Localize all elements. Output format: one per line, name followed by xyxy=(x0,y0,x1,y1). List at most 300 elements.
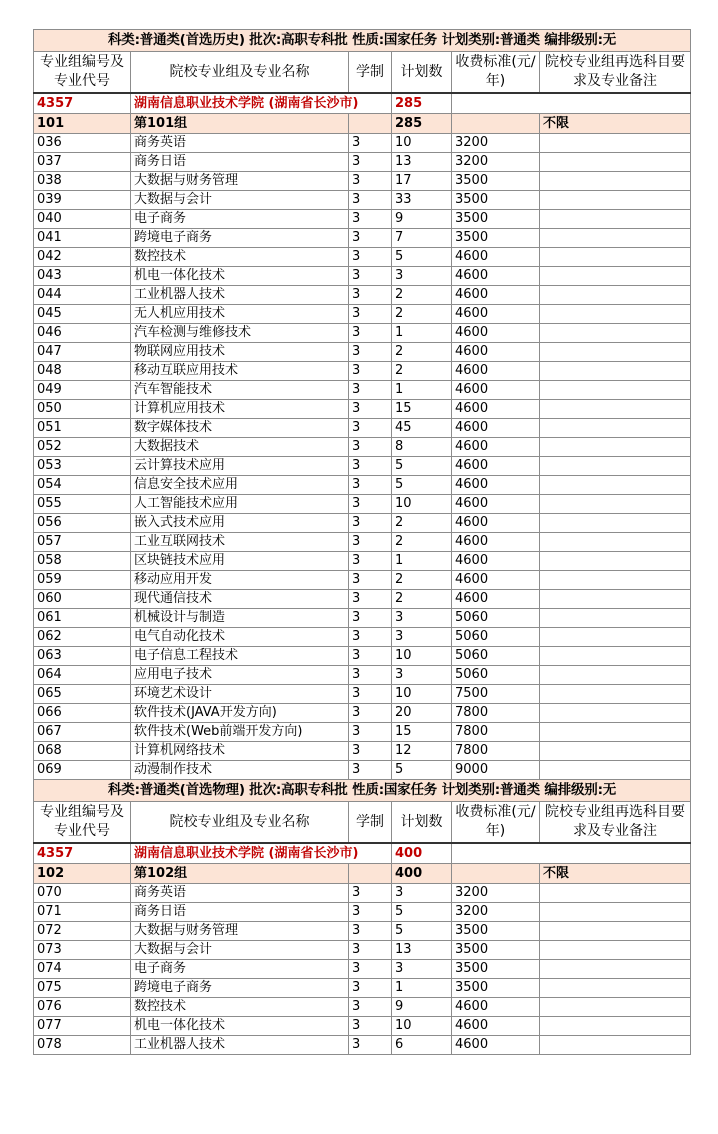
tuition: 7800 xyxy=(452,742,540,761)
table-row xyxy=(34,305,691,324)
plan-count: 10 xyxy=(392,495,452,514)
group-requirements: 不限 xyxy=(540,114,691,134)
major-name: 大数据与财务管理 xyxy=(131,922,349,941)
table-row xyxy=(34,210,691,229)
tuition: 4600 xyxy=(452,552,540,571)
major-name: 数控技术 xyxy=(131,248,349,267)
table-row xyxy=(34,362,691,381)
remarks xyxy=(540,1036,691,1055)
duration: 3 xyxy=(349,742,392,761)
major-name: 动漫制作技术 xyxy=(131,761,349,780)
admission-plan-sheet xyxy=(33,29,690,1055)
major-name: 机械设计与制造 xyxy=(131,609,349,628)
remarks xyxy=(540,286,691,305)
table-row xyxy=(34,248,691,267)
header-group-code: 专业组编号及专业代号 xyxy=(34,52,131,94)
tuition: 4600 xyxy=(452,419,540,438)
table-row xyxy=(34,761,691,780)
major-code: 044 xyxy=(34,286,131,305)
major-code: 073 xyxy=(34,941,131,960)
remarks xyxy=(540,571,691,590)
plan-count: 3 xyxy=(392,609,452,628)
plan-count: 10 xyxy=(392,134,452,153)
duration: 3 xyxy=(349,903,392,922)
duration: 3 xyxy=(349,305,392,324)
remarks xyxy=(540,685,691,704)
table-row xyxy=(34,191,691,210)
major-name: 物联网应用技术 xyxy=(131,343,349,362)
major-name: 数控技术 xyxy=(131,998,349,1017)
tuition: 4600 xyxy=(452,571,540,590)
plan-count: 8 xyxy=(392,438,452,457)
plan-count: 2 xyxy=(392,533,452,552)
duration: 3 xyxy=(349,457,392,476)
major-name: 人工智能技术应用 xyxy=(131,495,349,514)
major-code: 036 xyxy=(34,134,131,153)
major-name: 电子商务 xyxy=(131,210,349,229)
major-name: 移动互联应用技术 xyxy=(131,362,349,381)
duration: 3 xyxy=(349,495,392,514)
major-name: 信息安全技术应用 xyxy=(131,476,349,495)
table-row xyxy=(34,267,691,286)
duration: 3 xyxy=(349,609,392,628)
major-code: 056 xyxy=(34,514,131,533)
table-row xyxy=(34,381,691,400)
tuition: 7800 xyxy=(452,723,540,742)
table-row xyxy=(34,647,691,666)
header-requirements: 院校专业组再选科目要求及专业备注 xyxy=(540,802,691,844)
tuition: 3500 xyxy=(452,941,540,960)
major-code: 050 xyxy=(34,400,131,419)
duration: 3 xyxy=(349,248,392,267)
tuition: 5060 xyxy=(452,647,540,666)
tuition: 4600 xyxy=(452,533,540,552)
tuition: 3500 xyxy=(452,191,540,210)
plan-count: 5 xyxy=(392,761,452,780)
plan-count: 3 xyxy=(392,884,452,903)
tuition: 4600 xyxy=(452,286,540,305)
remarks xyxy=(540,381,691,400)
major-name: 计算机应用技术 xyxy=(131,400,349,419)
tuition: 3500 xyxy=(452,210,540,229)
remarks xyxy=(540,922,691,941)
tuition: 4600 xyxy=(452,590,540,609)
table-row xyxy=(34,134,691,153)
remarks xyxy=(540,343,691,362)
plan-count: 13 xyxy=(392,153,452,172)
remarks xyxy=(540,324,691,343)
tuition: 7800 xyxy=(452,704,540,723)
tuition: 7500 xyxy=(452,685,540,704)
major-code: 076 xyxy=(34,998,131,1017)
duration: 3 xyxy=(349,922,392,941)
tuition: 5060 xyxy=(452,609,540,628)
major-name: 软件技术(Web前端开发方向) xyxy=(131,723,349,742)
table-body xyxy=(34,30,691,1055)
table-row xyxy=(34,229,691,248)
group-name: 第102组 xyxy=(131,864,349,884)
major-code: 077 xyxy=(34,1017,131,1036)
header-requirements: 院校专业组再选科目要求及专业备注 xyxy=(540,52,691,94)
tuition: 3500 xyxy=(452,229,540,248)
duration: 3 xyxy=(349,286,392,305)
tuition: 4600 xyxy=(452,998,540,1017)
major-name: 机电一体化技术 xyxy=(131,267,349,286)
table-row xyxy=(34,324,691,343)
school-name: 湖南信息职业技术学院 (湖南省长沙市) xyxy=(131,843,392,864)
tuition: 4600 xyxy=(452,1017,540,1036)
duration: 3 xyxy=(349,571,392,590)
plan-count: 5 xyxy=(392,922,452,941)
duration: 3 xyxy=(349,590,392,609)
tuition: 3500 xyxy=(452,922,540,941)
major-code: 041 xyxy=(34,229,131,248)
plan-count: 7 xyxy=(392,229,452,248)
major-code: 057 xyxy=(34,533,131,552)
remarks xyxy=(540,666,691,685)
group-plan-count: 285 xyxy=(392,114,452,134)
duration: 3 xyxy=(349,941,392,960)
major-code: 065 xyxy=(34,685,131,704)
remarks xyxy=(540,761,691,780)
group-plan-count: 400 xyxy=(392,864,452,884)
table-row xyxy=(34,552,691,571)
table-row xyxy=(34,628,691,647)
plan-count: 5 xyxy=(392,476,452,495)
major-code: 052 xyxy=(34,438,131,457)
header-tuition: 收费标准(元/年) xyxy=(452,802,540,844)
plan-count: 45 xyxy=(392,419,452,438)
table-row xyxy=(34,419,691,438)
major-code: 062 xyxy=(34,628,131,647)
tuition: 4600 xyxy=(452,324,540,343)
remarks xyxy=(540,979,691,998)
table-row xyxy=(34,666,691,685)
tuition: 5060 xyxy=(452,628,540,647)
table-row xyxy=(34,533,691,552)
remarks xyxy=(540,533,691,552)
tuition: 4600 xyxy=(452,514,540,533)
group-requirements: 不限 xyxy=(540,864,691,884)
tuition: 3200 xyxy=(452,884,540,903)
duration: 3 xyxy=(349,362,392,381)
table-row xyxy=(34,343,691,362)
duration: 3 xyxy=(349,1036,392,1055)
plan-count: 3 xyxy=(392,628,452,647)
tuition: 4600 xyxy=(452,495,540,514)
table-row xyxy=(34,400,691,419)
major-code: 037 xyxy=(34,153,131,172)
remarks xyxy=(540,609,691,628)
duration: 3 xyxy=(349,438,392,457)
tuition: 4600 xyxy=(452,305,540,324)
major-code: 068 xyxy=(34,742,131,761)
duration: 3 xyxy=(349,381,392,400)
major-code: 048 xyxy=(34,362,131,381)
remarks xyxy=(540,1017,691,1036)
duration: 3 xyxy=(349,134,392,153)
table-row xyxy=(34,438,691,457)
remarks xyxy=(540,590,691,609)
major-name: 大数据技术 xyxy=(131,438,349,457)
header-duration: 学制 xyxy=(349,802,392,844)
remarks xyxy=(540,495,691,514)
table-row xyxy=(34,172,691,191)
major-code: 059 xyxy=(34,571,131,590)
group-tuition xyxy=(452,114,540,134)
duration: 3 xyxy=(349,552,392,571)
tuition: 4600 xyxy=(452,457,540,476)
plan-count: 15 xyxy=(392,723,452,742)
major-code: 047 xyxy=(34,343,131,362)
major-code: 067 xyxy=(34,723,131,742)
plan-count: 2 xyxy=(392,343,452,362)
major-code: 075 xyxy=(34,979,131,998)
duration: 3 xyxy=(349,704,392,723)
major-name: 软件技术(JAVA开发方向) xyxy=(131,704,349,723)
major-name: 机电一体化技术 xyxy=(131,1017,349,1036)
plan-count: 2 xyxy=(392,590,452,609)
tuition: 4600 xyxy=(452,248,540,267)
plan-count: 1 xyxy=(392,979,452,998)
duration: 3 xyxy=(349,153,392,172)
admission-plan-table xyxy=(33,29,691,1055)
tuition: 4600 xyxy=(452,476,540,495)
plan-count: 2 xyxy=(392,571,452,590)
major-code: 051 xyxy=(34,419,131,438)
school-empty-cell xyxy=(452,93,691,114)
remarks xyxy=(540,400,691,419)
duration: 3 xyxy=(349,960,392,979)
major-name: 商务英语 xyxy=(131,884,349,903)
table-row xyxy=(34,495,691,514)
remarks xyxy=(540,552,691,571)
header-plan-count: 计划数 xyxy=(392,802,452,844)
group-code: 101 xyxy=(34,114,131,134)
plan-count: 3 xyxy=(392,666,452,685)
remarks xyxy=(540,647,691,666)
remarks xyxy=(540,960,691,979)
major-name: 嵌入式技术应用 xyxy=(131,514,349,533)
remarks xyxy=(540,419,691,438)
major-name: 工业互联网技术 xyxy=(131,533,349,552)
duration: 3 xyxy=(349,647,392,666)
major-code: 054 xyxy=(34,476,131,495)
major-code: 040 xyxy=(34,210,131,229)
major-code: 053 xyxy=(34,457,131,476)
plan-count: 6 xyxy=(392,1036,452,1055)
duration: 3 xyxy=(349,998,392,1017)
table-row xyxy=(34,742,691,761)
major-name: 电子信息工程技术 xyxy=(131,647,349,666)
header-major-name: 院校专业组及专业名称 xyxy=(131,802,349,844)
school-name: 湖南信息职业技术学院 (湖南省长沙市) xyxy=(131,93,392,114)
section-banner xyxy=(34,30,691,52)
tuition: 3500 xyxy=(452,960,540,979)
plan-count: 13 xyxy=(392,941,452,960)
major-name: 汽车智能技术 xyxy=(131,381,349,400)
header-group-code: 专业组编号及专业代号 xyxy=(34,802,131,844)
remarks xyxy=(540,884,691,903)
plan-count: 2 xyxy=(392,362,452,381)
major-name: 电气自动化技术 xyxy=(131,628,349,647)
plan-count: 2 xyxy=(392,305,452,324)
remarks xyxy=(540,362,691,381)
plan-count: 1 xyxy=(392,381,452,400)
plan-count: 3 xyxy=(392,267,452,286)
tuition: 3200 xyxy=(452,903,540,922)
remarks xyxy=(540,229,691,248)
major-code: 043 xyxy=(34,267,131,286)
remarks xyxy=(540,267,691,286)
major-name: 环境艺术设计 xyxy=(131,685,349,704)
plan-count: 9 xyxy=(392,210,452,229)
major-code: 063 xyxy=(34,647,131,666)
table-row xyxy=(34,153,691,172)
tuition: 4600 xyxy=(452,343,540,362)
table-row xyxy=(34,941,691,960)
section-banner-text: 科类:普通类(首选物理) 批次:高职专科批 性质:国家任务 计划类别:普通类 编排级别:无 xyxy=(34,780,691,802)
major-code: 049 xyxy=(34,381,131,400)
remarks xyxy=(540,941,691,960)
plan-count: 2 xyxy=(392,514,452,533)
remarks xyxy=(540,191,691,210)
group-name: 第101组 xyxy=(131,114,349,134)
major-name: 商务日语 xyxy=(131,903,349,922)
major-name: 工业机器人技术 xyxy=(131,1036,349,1055)
school-plan-count: 285 xyxy=(392,93,452,114)
duration: 3 xyxy=(349,476,392,495)
table-row xyxy=(34,286,691,305)
major-code: 070 xyxy=(34,884,131,903)
remarks xyxy=(540,723,691,742)
duration: 3 xyxy=(349,884,392,903)
table-row xyxy=(34,922,691,941)
section-banner xyxy=(34,780,691,802)
table-row xyxy=(34,723,691,742)
group-row xyxy=(34,864,691,884)
major-code: 055 xyxy=(34,495,131,514)
plan-count: 5 xyxy=(392,248,452,267)
tuition: 4600 xyxy=(452,438,540,457)
major-name: 工业机器人技术 xyxy=(131,286,349,305)
plan-count: 15 xyxy=(392,400,452,419)
duration: 3 xyxy=(349,267,392,286)
school-row xyxy=(34,843,691,864)
duration: 3 xyxy=(349,172,392,191)
major-name: 应用电子技术 xyxy=(131,666,349,685)
major-name: 移动应用开发 xyxy=(131,571,349,590)
major-code: 058 xyxy=(34,552,131,571)
table-row xyxy=(34,457,691,476)
table-row xyxy=(34,704,691,723)
duration: 3 xyxy=(349,343,392,362)
major-code: 064 xyxy=(34,666,131,685)
major-code: 074 xyxy=(34,960,131,979)
major-name: 计算机网络技术 xyxy=(131,742,349,761)
remarks xyxy=(540,305,691,324)
group-code: 102 xyxy=(34,864,131,884)
section-banner-text: 科类:普通类(首选历史) 批次:高职专科批 性质:国家任务 计划类别:普通类 编排级别:无 xyxy=(34,30,691,52)
duration: 3 xyxy=(349,419,392,438)
remarks xyxy=(540,998,691,1017)
plan-count: 5 xyxy=(392,457,452,476)
table-row xyxy=(34,1017,691,1036)
table-row xyxy=(34,685,691,704)
school-code: 4357 xyxy=(34,843,131,864)
duration: 3 xyxy=(349,685,392,704)
major-code: 066 xyxy=(34,704,131,723)
plan-count: 12 xyxy=(392,742,452,761)
table-row xyxy=(34,884,691,903)
plan-count: 20 xyxy=(392,704,452,723)
column-header-row xyxy=(34,802,691,844)
duration: 3 xyxy=(349,979,392,998)
duration: 3 xyxy=(349,666,392,685)
major-code: 078 xyxy=(34,1036,131,1055)
table-row xyxy=(34,979,691,998)
tuition: 4600 xyxy=(452,400,540,419)
tuition: 9000 xyxy=(452,761,540,780)
table-row xyxy=(34,476,691,495)
header-tuition: 收费标准(元/年) xyxy=(452,52,540,94)
duration: 3 xyxy=(349,324,392,343)
major-code: 038 xyxy=(34,172,131,191)
tuition: 3500 xyxy=(452,172,540,191)
table-row xyxy=(34,514,691,533)
plan-count: 33 xyxy=(392,191,452,210)
major-name: 电子商务 xyxy=(131,960,349,979)
school-row xyxy=(34,93,691,114)
duration: 3 xyxy=(349,761,392,780)
major-name: 商务英语 xyxy=(131,134,349,153)
group-row xyxy=(34,114,691,134)
major-name: 现代通信技术 xyxy=(131,590,349,609)
plan-count: 1 xyxy=(392,552,452,571)
plan-count: 9 xyxy=(392,998,452,1017)
tuition: 5060 xyxy=(452,666,540,685)
table-row xyxy=(34,571,691,590)
major-code: 042 xyxy=(34,248,131,267)
school-empty-cell xyxy=(452,843,691,864)
plan-count: 3 xyxy=(392,960,452,979)
remarks xyxy=(540,628,691,647)
major-code: 046 xyxy=(34,324,131,343)
table-row xyxy=(34,960,691,979)
major-name: 大数据与财务管理 xyxy=(131,172,349,191)
remarks xyxy=(540,172,691,191)
remarks xyxy=(540,134,691,153)
duration: 3 xyxy=(349,191,392,210)
plan-count: 10 xyxy=(392,647,452,666)
remarks xyxy=(540,514,691,533)
major-code: 072 xyxy=(34,922,131,941)
major-name: 数字媒体技术 xyxy=(131,419,349,438)
duration: 3 xyxy=(349,229,392,248)
tuition: 3200 xyxy=(452,134,540,153)
major-name: 云计算技术应用 xyxy=(131,457,349,476)
remarks xyxy=(540,210,691,229)
remarks xyxy=(540,438,691,457)
major-code: 045 xyxy=(34,305,131,324)
table-row xyxy=(34,590,691,609)
school-plan-count: 400 xyxy=(392,843,452,864)
major-name: 汽车检测与维修技术 xyxy=(131,324,349,343)
tuition: 3500 xyxy=(452,979,540,998)
group-tuition xyxy=(452,864,540,884)
plan-count: 17 xyxy=(392,172,452,191)
major-name: 无人机应用技术 xyxy=(131,305,349,324)
